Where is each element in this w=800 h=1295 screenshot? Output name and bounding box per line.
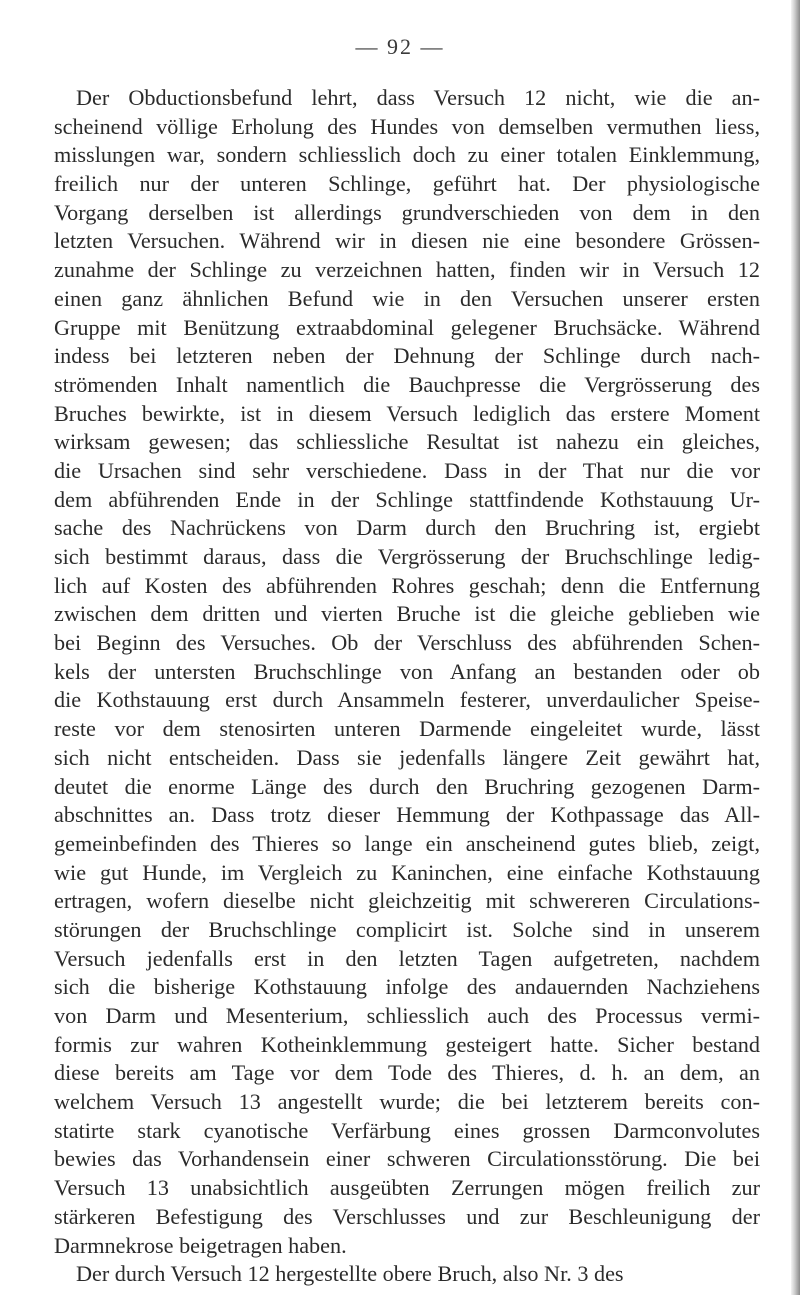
text-line: statirte stark cyanotische Verfärbung eines grossen Darmconvolutes (54, 1117, 760, 1143)
text-line: sache des Nachrückens von Darm durch den Bruchring ist, ergiebt (54, 515, 760, 541)
text-line: einen ganz ähnlichen Befund wie in den Versuchen unserer ersten (54, 285, 760, 311)
text-line: scheinend völlige Erholung des Hundes von demselben vermuthen liess, (54, 113, 760, 139)
text-line: Vorgang derselben ist allerdings grundverschieden von dem in den (54, 199, 760, 225)
text-line: wirksam gewesen; das schliessliche Resultat ist nahezu ein gleiches, (54, 429, 760, 455)
text-line: wie gut Hunde, im Vergleich zu Kaninchen, eine einfache Kothstauung (54, 859, 760, 885)
text-line: deutet die enorme Länge des durch den Bruchring gezogenen Darm- (54, 773, 760, 799)
text-line: bei Beginn des Versuches. Ob der Verschluss des abführenden Schen- (54, 630, 760, 656)
text-line: letzten Versuchen. Während wir in diesen nie eine besondere Grössen- (54, 228, 760, 254)
text-line: zunahme der Schlinge zu verzeichnen hatten, finden wir in Versuch 12 (54, 257, 760, 283)
body-text (54, 84, 760, 1289)
text-line: die Ursachen sind sehr verschiedene. Dass in der That nur die vor (54, 457, 760, 483)
text-line: strömenden Inhalt namentlich die Bauchpresse die Vergrösserung des (54, 371, 760, 397)
text-line: zwischen dem dritten und vierten Bruche ist die gleiche geblieben wie (54, 601, 760, 627)
text-line: indess bei letzteren neben der Dehnung der Schlinge durch nach- (54, 343, 760, 369)
text-line: von Darm und Mesenterium, schliesslich auch des Processus vermi- (54, 1003, 760, 1028)
text-line: formis zur wahren Kotheinklemmung gesteigert hatte. Sicher bestand (54, 1031, 760, 1057)
text-line: Gruppe mit Benützung extraabdominal gelegener Bruchsäcke. Während (54, 314, 760, 340)
text-line: sich bestimmt daraus, dass die Vergrösserung der Bruchschlinge ledig- (54, 544, 760, 569)
text-line: die Kothstauung erst durch Ansammeln festerer, unverdaulicher Speise- (54, 687, 760, 713)
text-line: stärkeren Befestigung des Verschlusses und zur Beschleunigung der (54, 1203, 760, 1229)
text-line: misslungen war, sondern schliesslich doch zu einer totalen Einklemmung, (54, 142, 760, 168)
text-line: sich die bisherige Kothstauung infolge des andauernden Nachziehens (54, 974, 760, 1000)
page-number: — 92 — (355, 34, 445, 59)
text-line: lich auf Kosten des abführenden Rohres geschah; denn die Entfernung (54, 572, 760, 598)
text-line: diese bereits am Tage vor dem Tode des Thieres, d. h. an dem, an (54, 1060, 760, 1086)
text-line: kels der untersten Bruchschlinge von Anfang an bestanden oder ob (54, 658, 760, 684)
text-line: abschnittes an. Dass trotz dieser Hemmung der Kothpassage das All- (54, 802, 760, 828)
text-line: freilich nur der unteren Schlinge, geführt hat. Der physiologische (54, 171, 760, 197)
text-line: Versuch jedenfalls erst in den letzten Tagen aufgetreten, nachdem (54, 945, 760, 971)
page-edge-shadow (791, 0, 800, 1295)
text-line: Der Obductionsbefund lehrt, dass Versuch 12 nicht, wie die an- (76, 85, 760, 110)
text-line: Bruches bewirkte, ist in diesem Versuch lediglich das erstere Moment (54, 400, 760, 426)
text-line: welchem Versuch 13 angestellt wurde; die bei letzterem bereits con- (54, 1089, 760, 1115)
text-line: gemeinbefinden des Thieres so lange ein anscheinend gutes blieb, zeigt, (54, 830, 760, 856)
text-line: Versuch 13 unabsichtlich ausgeübten Zerrungen mögen freilich zur (54, 1175, 760, 1201)
text-line: ertragen, wofern dieselbe nicht gleichzeitig mit schwereren Circulations- (54, 888, 760, 914)
text-line: bewies das Vorhandensein einer schweren Circulationsstörung. Die bei (54, 1146, 760, 1172)
text-line: störungen der Bruchschlinge complicirt ist. Solche sind in unserem (54, 916, 760, 942)
text-line: sich nicht entscheiden. Dass sie jedenfalls längere Zeit gewährt hat, (54, 744, 760, 770)
text-line: Darmnekrose beigetragen haben. (54, 1232, 347, 1258)
text-line: dem abführenden Ende in der Schlinge stattfindende Kothstauung Ur- (54, 486, 760, 512)
text-line: Der durch Versuch 12 hergestellte obere Bruch, also Nr. 3 des (76, 1261, 624, 1287)
text-line: reste vor dem stenosirten unteren Darmende eingeleitet wurde, lässt (54, 716, 760, 742)
